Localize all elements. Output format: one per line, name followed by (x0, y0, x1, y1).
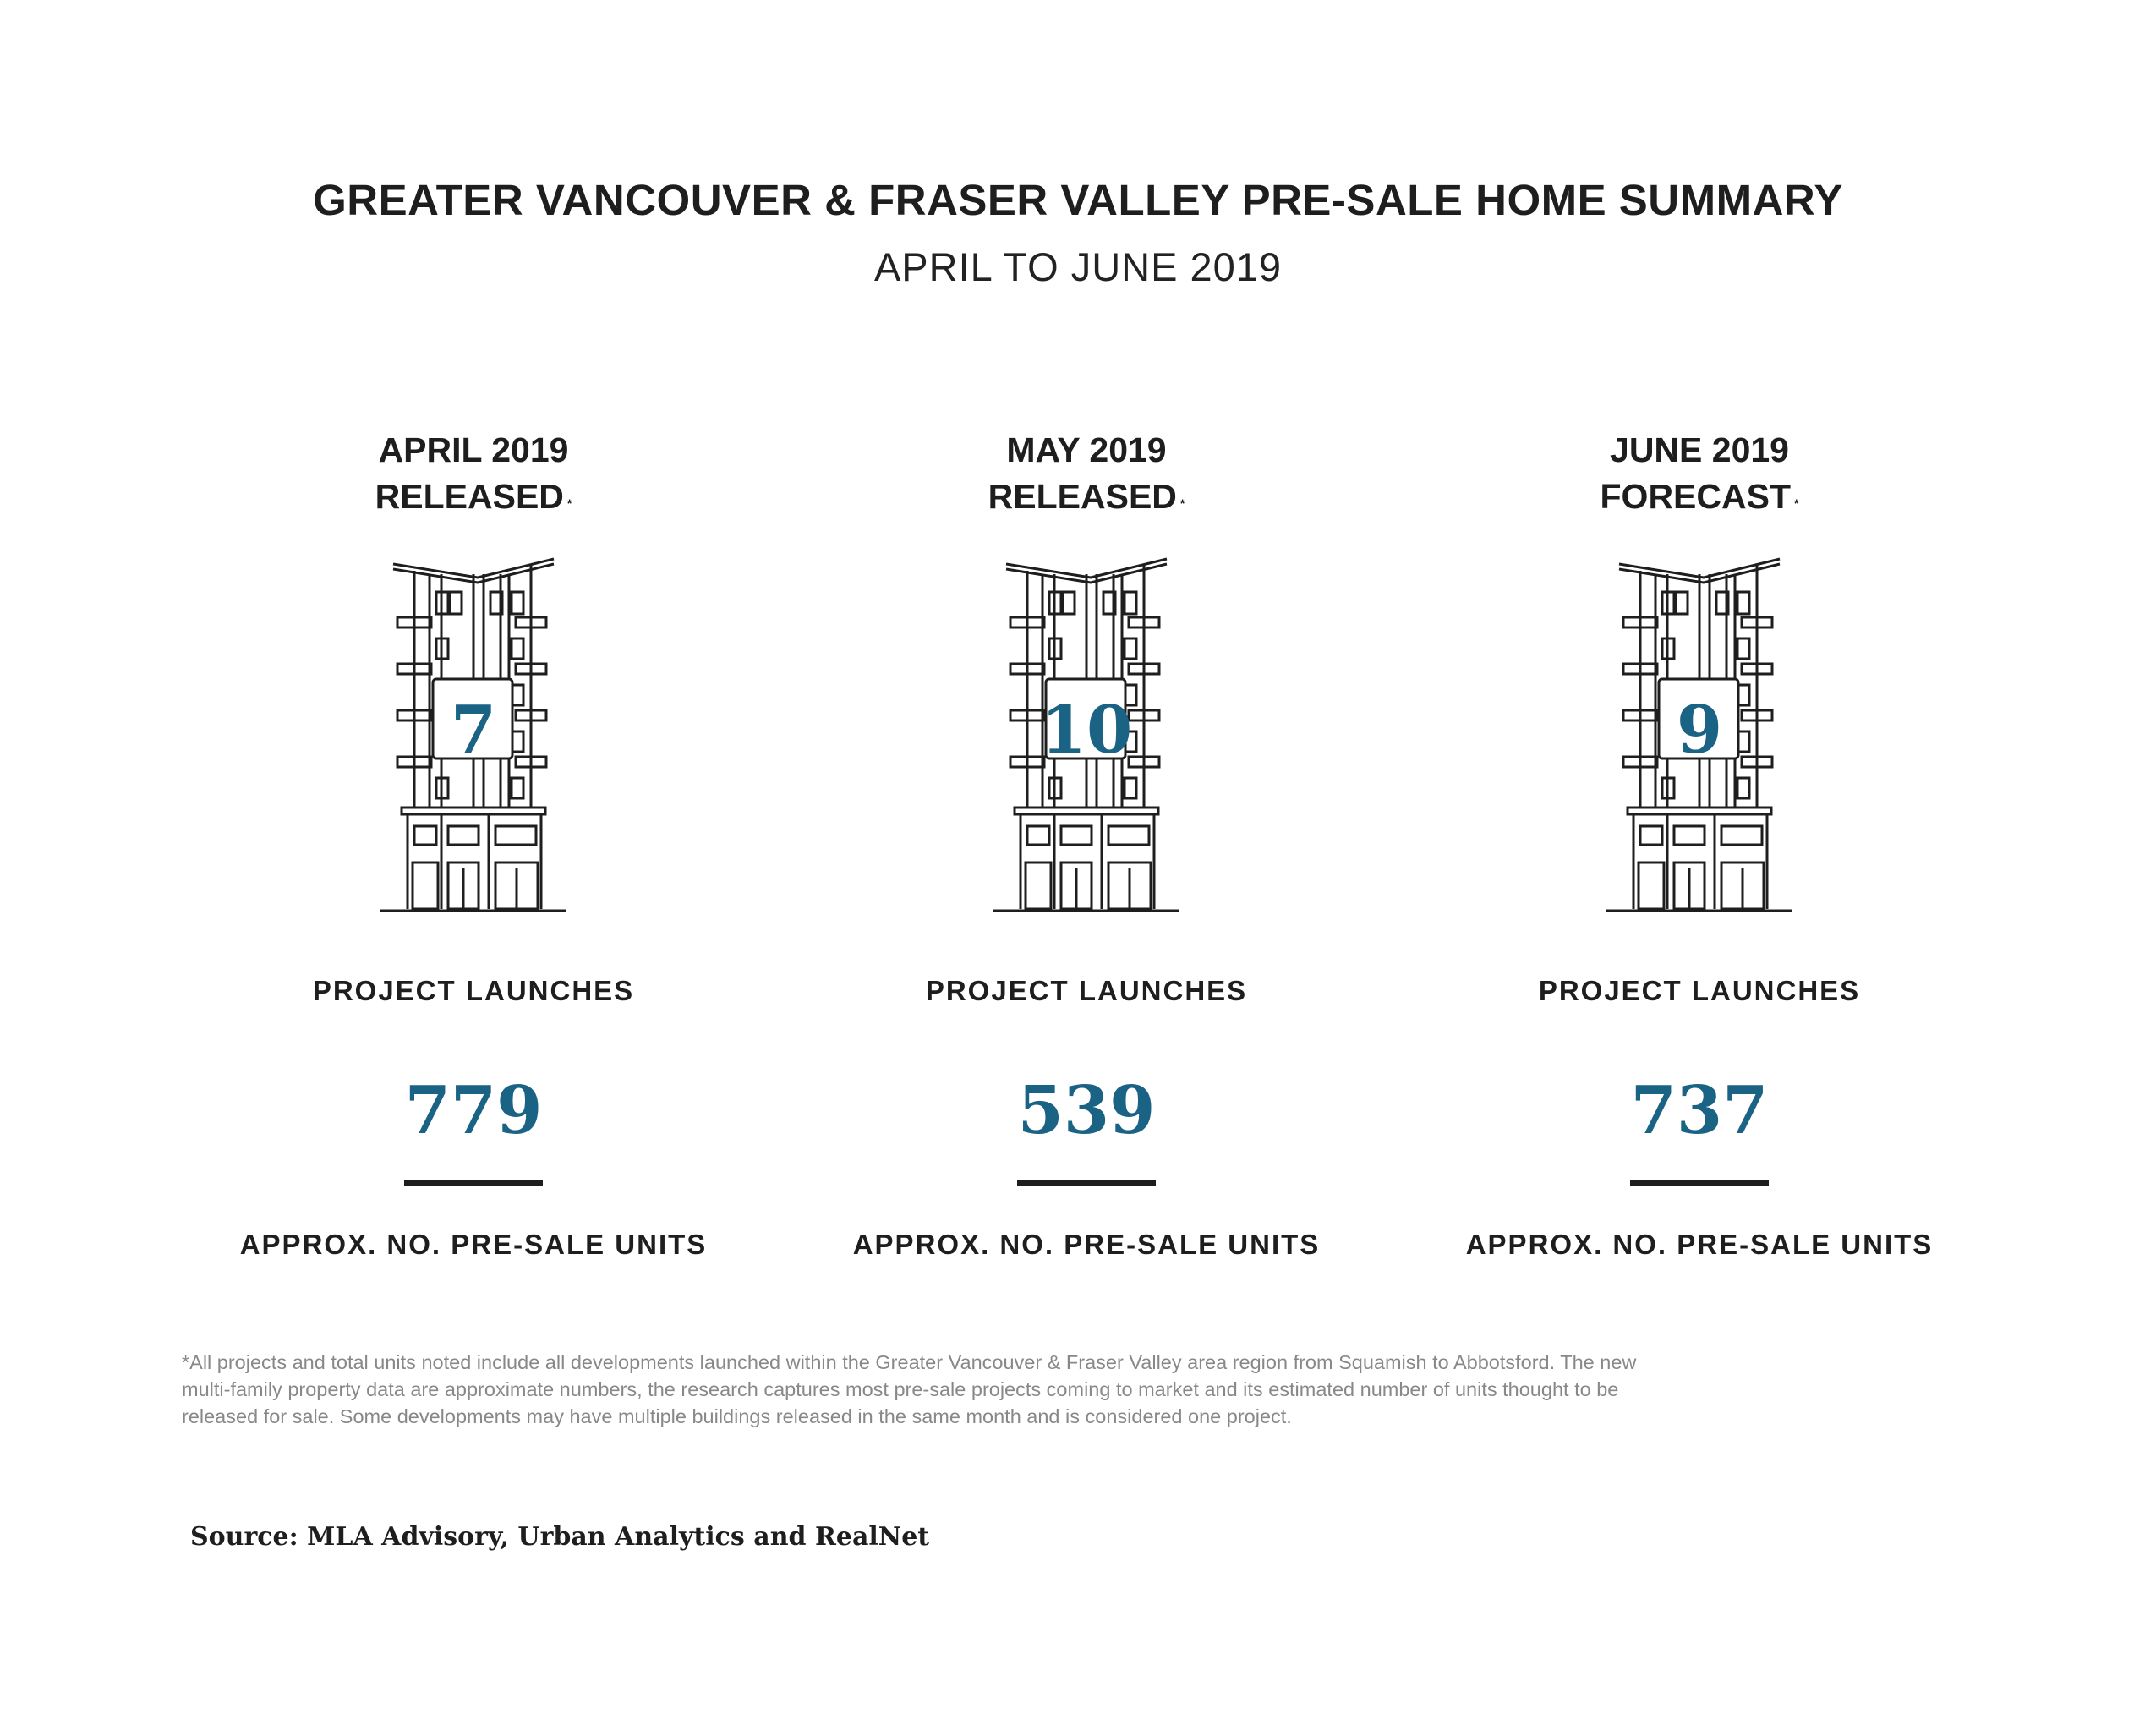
presale-units-value: 779 (404, 1072, 543, 1149)
month-column-april (178, 427, 769, 1273)
footnote-marker: * (566, 496, 572, 510)
page-subtitle: APRIL TO JUNE 2019 (873, 244, 1283, 289)
footnote (182, 1349, 1983, 1430)
month-column-may (791, 427, 1382, 1273)
footnote-line: released for sale. Some developments may have multiple buildings released in the same month and is considered one project. (182, 1405, 1292, 1427)
column-status: RELEASED (375, 477, 564, 516)
footnote-marker: * (1794, 496, 1799, 510)
presale-units-label: APPROX. NO. PRE-SALE UNITS (1465, 1229, 1934, 1260)
units-divider (1630, 1180, 1769, 1186)
footnote-line: multi-family property data are approximate numbers, the research captures most pre-sale projects coming to market and its estimated number of units thought to be (182, 1378, 1619, 1400)
source-credit: Source: MLA Advisory, Urban Analytics and RealNet (190, 1522, 930, 1552)
project-launches-value: 10 (1040, 692, 1133, 769)
column-month: MAY 2019 (1006, 430, 1167, 469)
units-divider (1017, 1180, 1156, 1186)
column-month: APRIL 2019 (378, 430, 569, 469)
column-month: JUNE 2019 (1610, 430, 1789, 469)
project-launches-value: 7 (450, 692, 497, 769)
presale-units-label: APPROX. NO. PRE-SALE UNITS (239, 1229, 708, 1260)
presale-units-value: 539 (1017, 1072, 1156, 1149)
column-heading (791, 427, 1382, 520)
footnote-marker: * (1179, 496, 1185, 510)
page-title: GREATER VANCOUVER & FRASER VALLEY PRE-SALE HOME SUMMARY (313, 176, 1843, 224)
column-status: RELEASED (988, 477, 1177, 516)
column-status: FORECAST (1600, 477, 1792, 516)
units-divider (404, 1180, 543, 1186)
column-heading (178, 427, 769, 520)
project-launches-label: PROJECT LAUNCHES (1538, 975, 1861, 1006)
presale-units-value: 737 (1630, 1072, 1769, 1149)
column-heading (1404, 427, 1995, 520)
project-launches-value: 9 (1676, 692, 1723, 769)
presale-units-label: APPROX. NO. PRE-SALE UNITS (852, 1229, 1321, 1260)
footnote-line: *All projects and total units noted include all developments launched within the Greater Vancouver & Fraser Valley area region from Squamish to Abbotsford. The new (182, 1351, 1637, 1373)
project-launches-label: PROJECT LAUNCHES (925, 975, 1248, 1006)
project-launches-label: PROJECT LAUNCHES (312, 975, 635, 1006)
month-column-june (1404, 427, 1995, 1273)
